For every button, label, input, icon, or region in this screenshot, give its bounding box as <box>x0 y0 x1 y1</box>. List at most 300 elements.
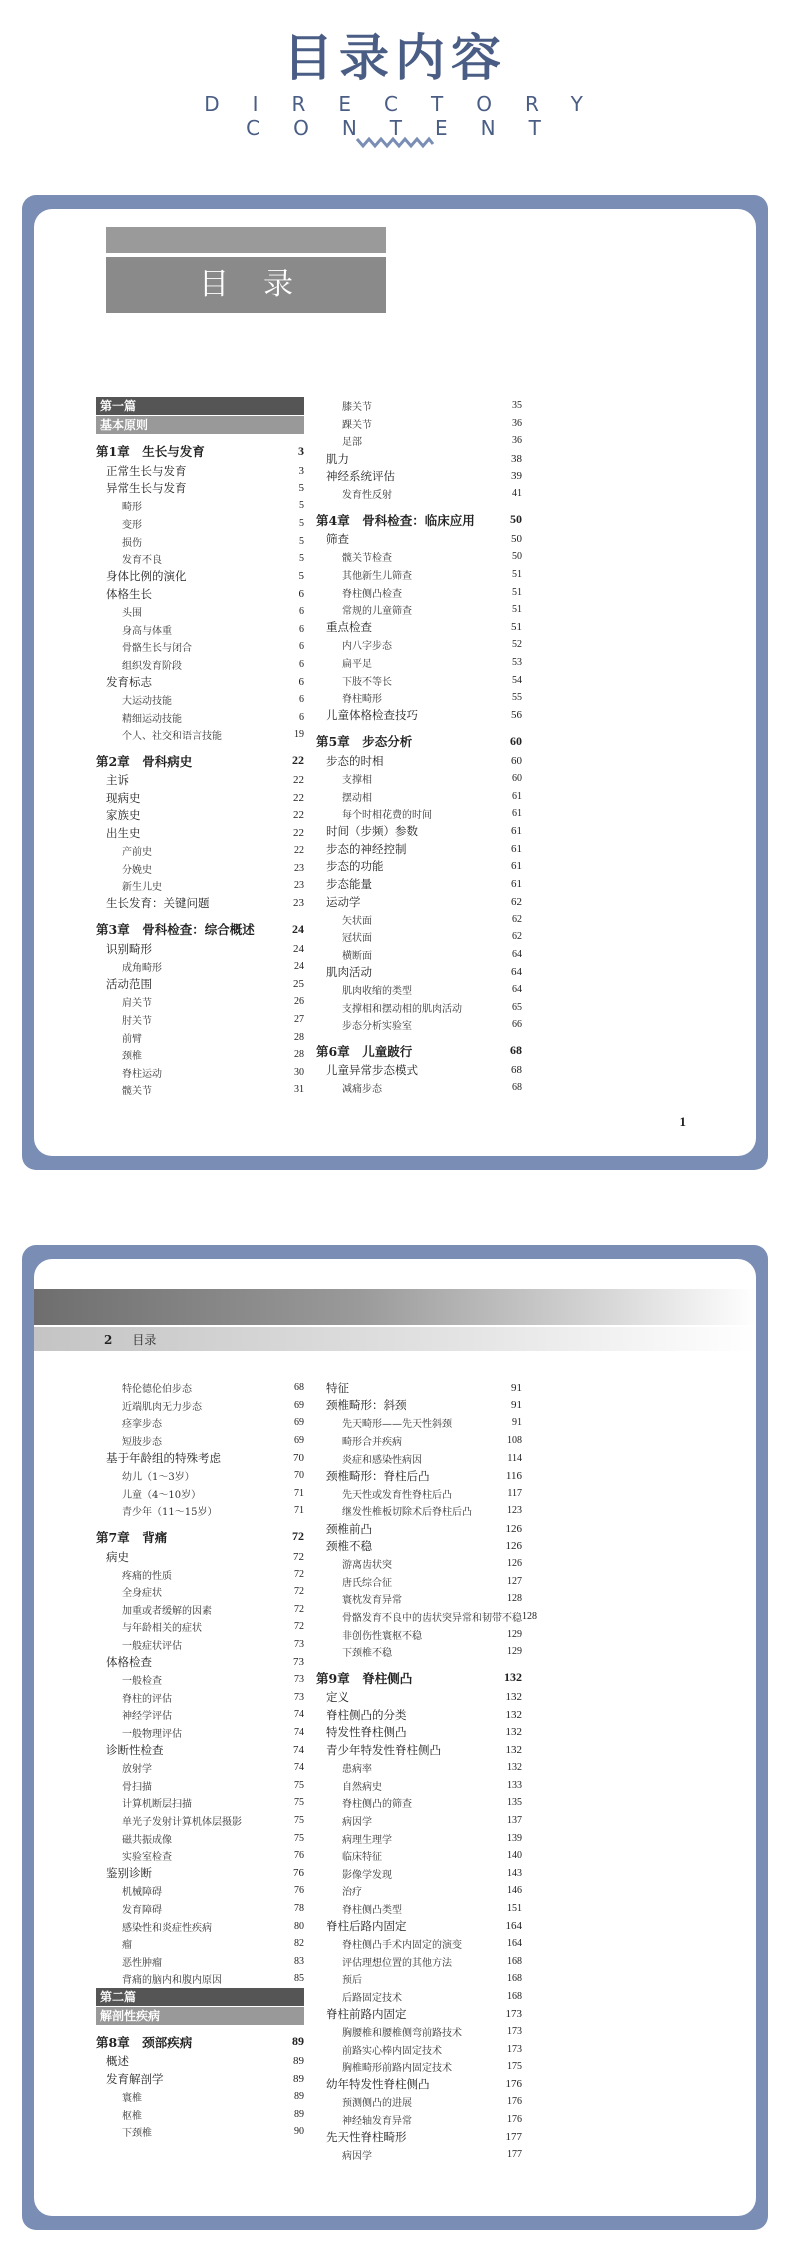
toc-entry[interactable] <box>316 601 522 619</box>
entry-page: 27 <box>294 1013 304 1025</box>
entry-page: 129 <box>507 1646 522 1658</box>
entry-title: 内八字步态 <box>342 641 392 653</box>
toc-entry[interactable] <box>316 946 522 964</box>
entry-page: 5 <box>299 553 304 565</box>
entry-title: 身高与体重 <box>122 625 172 637</box>
toc-entry[interactable] <box>96 842 304 860</box>
entry-page: 23 <box>293 897 304 910</box>
toc-entry[interactable] <box>96 789 304 807</box>
toc-entry[interactable] <box>316 2058 522 2076</box>
entry-title: 肌肉收缩的类型 <box>342 986 412 998</box>
entry-title: 运动学 <box>326 894 361 909</box>
entry-page: 19 <box>294 729 304 741</box>
entry-page: 22 <box>294 845 304 857</box>
toc-entry[interactable] <box>96 859 304 877</box>
toc-entry[interactable] <box>96 1379 304 1397</box>
toc-entry[interactable] <box>316 1776 522 1794</box>
entry-title: 治疗 <box>342 1887 362 1899</box>
entry-title: 儿童体格检查技巧 <box>326 708 418 723</box>
entry-title: 发育标志 <box>106 674 152 689</box>
entry-title: 儿童异常步态模式 <box>326 1063 418 1078</box>
entry-page: 72 <box>294 1568 304 1580</box>
toc-entry[interactable] <box>316 432 522 450</box>
toc-entry[interactable] <box>316 1706 522 1724</box>
entry-title: 胸腰椎和腰椎侧弯前路技术 <box>342 2028 462 2040</box>
entry-title: 实验室检查 <box>122 1852 172 1864</box>
entry-page: 168 <box>507 1973 522 1985</box>
entry-page: 64 <box>511 966 522 979</box>
toc-entry[interactable] <box>316 822 522 840</box>
toc-entry[interactable] <box>96 1776 304 1794</box>
toc-entry[interactable] <box>316 636 522 654</box>
entry-title: 预测侧凸的进展 <box>342 2098 412 2110</box>
entry-title: 继发性椎板切除术后脊柱后凸 <box>342 1507 472 1519</box>
entry-title: 颈椎不稳 <box>326 1539 372 1554</box>
toc-entry[interactable] <box>316 1016 522 1034</box>
toc-entry[interactable] <box>96 1636 304 1654</box>
entry-title: 异常生长与发育 <box>106 481 187 496</box>
toc-entry[interactable] <box>316 2005 522 2023</box>
toc-entry[interactable] <box>316 1573 522 1591</box>
entry-page: 126 <box>505 1522 522 1535</box>
entry-page: 73 <box>294 1674 304 1686</box>
toc-entry[interactable] <box>316 1485 522 1503</box>
toc-entry[interactable] <box>316 1608 537 1626</box>
entry-title: 下肢不等长 <box>342 676 392 688</box>
entry-title: 概述 <box>106 2054 129 2069</box>
entry-title: 体格检查 <box>106 1655 152 1670</box>
entry-title: 脊柱侧凸的筛查 <box>342 1799 412 1811</box>
toc-entry[interactable] <box>316 1917 522 1935</box>
toc-entry[interactable] <box>96 1081 304 1099</box>
entry-title: 支撑相和摆动相的肌肉活动 <box>342 1003 462 1015</box>
entry-page: 5 <box>299 500 304 512</box>
toc-entry[interactable] <box>316 548 522 566</box>
toc-entry[interactable] <box>316 875 522 893</box>
toc-entry[interactable] <box>96 1935 304 1953</box>
entry-title: 生长发育：关键问题 <box>106 896 210 911</box>
entry-title: 脊柱后路内固定 <box>326 1919 407 1934</box>
toc-entry[interactable] <box>316 1520 522 1538</box>
entry-title: 影像学发现 <box>342 1869 392 1881</box>
chapter-entry[interactable] <box>316 1040 522 1062</box>
entry-page: 5 <box>298 570 304 583</box>
toc-entry[interactable] <box>316 770 522 788</box>
toc-entry[interactable] <box>316 450 522 468</box>
toc-entry[interactable] <box>316 671 522 689</box>
entry-page: 168 <box>507 1990 522 2002</box>
toc-entry[interactable] <box>96 480 304 498</box>
entry-title: 痉挛步态 <box>122 1419 162 1431</box>
entry-page: 52 <box>512 639 522 651</box>
entry-page: 89 <box>294 2108 304 2120</box>
toc-entry[interactable] <box>96 958 304 976</box>
entry-title: 磁共振成像 <box>122 1834 172 1846</box>
toc-entry[interactable] <box>316 654 522 672</box>
toc-entry[interactable] <box>96 1689 304 1707</box>
entry-page: 75 <box>294 1779 304 1791</box>
toc-entry[interactable] <box>316 1590 522 1608</box>
toc-entry[interactable] <box>316 1555 522 1573</box>
toc-entry[interactable] <box>316 893 522 911</box>
entry-title: 颈椎 <box>122 1051 142 1063</box>
toc-entry[interactable] <box>316 619 522 637</box>
toc-entry[interactable] <box>96 2053 304 2071</box>
toc-entry[interactable] <box>316 1379 522 1397</box>
entry-page: 164 <box>505 1920 522 1933</box>
entry-page: 24 <box>292 921 304 936</box>
chapter-entry[interactable] <box>316 509 522 531</box>
toc-entry[interactable] <box>316 2023 522 2041</box>
entry-page: 61 <box>511 860 522 873</box>
entry-title: 畸形合并疾病 <box>342 1437 402 1449</box>
entry-page: 68 <box>511 1064 522 1077</box>
entry-title: 脊柱运动 <box>122 1068 162 1080</box>
toc-entry[interactable] <box>96 1485 304 1503</box>
toc-entry[interactable] <box>96 1882 304 1900</box>
entry-page: 61 <box>511 842 522 855</box>
toc-entry[interactable] <box>316 1988 522 2006</box>
entry-title: 时间（步频）参数 <box>326 824 418 839</box>
toc-entry[interactable] <box>316 928 522 946</box>
entry-title: 神经学评估 <box>122 1711 172 1723</box>
toc-entry[interactable] <box>96 1432 304 1450</box>
toc-entry[interactable] <box>96 1502 304 1520</box>
toc-entry[interactable] <box>96 1046 304 1064</box>
entry-page: 22 <box>293 809 304 822</box>
toc-entry[interactable] <box>96 993 304 1011</box>
toc-entry[interactable] <box>96 1601 304 1619</box>
entry-title: 主诉 <box>106 773 129 788</box>
entry-title: 第6章 儿童跛行 <box>316 1043 413 1059</box>
toc-entry[interactable] <box>316 1829 522 1847</box>
toc-entry[interactable] <box>96 772 304 790</box>
toc-entry[interactable] <box>96 1467 304 1485</box>
toc-entry[interactable] <box>96 1653 304 1671</box>
entry-page: 61 <box>511 878 522 891</box>
entry-page: 72 <box>294 1603 304 1615</box>
toc-entry[interactable] <box>316 1062 522 1080</box>
entry-page: 3 <box>298 464 304 477</box>
entry-page: 72 <box>293 1550 304 1563</box>
entry-page: 176 <box>505 2078 522 2091</box>
toc-entry[interactable] <box>316 707 522 725</box>
toc-entry[interactable] <box>316 1812 522 1830</box>
toc-entry[interactable] <box>96 515 304 533</box>
entry-page: 89 <box>294 2091 304 2103</box>
toc-entry[interactable] <box>96 975 304 993</box>
entry-page: 5 <box>298 482 304 495</box>
toc-entry[interactable] <box>96 2105 304 2123</box>
entry-page: 91 <box>511 1399 522 1412</box>
toc-entry[interactable] <box>96 1917 304 1935</box>
toc-entry[interactable] <box>316 910 522 928</box>
toc-entry[interactable] <box>96 1671 304 1689</box>
entry-page: 25 <box>293 978 304 991</box>
entry-page: 22 <box>293 774 304 787</box>
entry-page: 123 <box>507 1505 522 1517</box>
toc-entry[interactable] <box>316 840 522 858</box>
toc-entry[interactable] <box>96 568 304 586</box>
entry-page: 64 <box>512 984 522 996</box>
toc-entry[interactable] <box>96 807 304 825</box>
entry-title: 膝关节 <box>342 402 372 414</box>
toc-entry[interactable] <box>316 1759 522 1777</box>
toc-entry[interactable] <box>96 1449 304 1467</box>
toc-entry[interactable] <box>96 2123 304 2141</box>
toc-entry[interactable] <box>96 1829 304 1847</box>
toc-entry[interactable] <box>316 1432 522 1450</box>
entry-page: 72 <box>292 1529 304 1544</box>
toc-entry[interactable] <box>96 1583 304 1601</box>
entry-title: 患病率 <box>342 1764 372 1776</box>
toc-entry[interactable] <box>316 1724 522 1742</box>
entry-page: 6 <box>299 623 304 635</box>
entry-title: 筛查 <box>326 532 349 547</box>
chapter-entry[interactable] <box>96 1526 304 1548</box>
entry-title: 发育不良 <box>122 555 162 567</box>
entry-title: 炎症和感染性病因 <box>342 1454 422 1466</box>
toc-entry[interactable] <box>316 1502 522 1520</box>
toc-entry[interactable] <box>316 998 522 1016</box>
toc-entry[interactable] <box>96 1900 304 1918</box>
toc-entry[interactable] <box>316 1970 522 1988</box>
toc-heading-block <box>106 227 386 317</box>
entry-title: 减痛步态 <box>342 1084 382 1096</box>
chapter-entry[interactable] <box>96 440 304 462</box>
toc-entry[interactable] <box>96 673 304 691</box>
entry-page: 5 <box>299 518 304 530</box>
entry-page: 76 <box>294 1850 304 1862</box>
entry-page: 72 <box>294 1586 304 1598</box>
toc-entry[interactable] <box>96 726 304 744</box>
toc-entry[interactable] <box>316 858 522 876</box>
entry-page: 73 <box>294 1639 304 1651</box>
entry-title: 一般症状评估 <box>122 1641 182 1653</box>
toc-entry[interactable] <box>316 2146 522 2164</box>
toc-entry[interactable] <box>96 550 304 568</box>
toc-entry[interactable] <box>96 824 304 842</box>
toc-entry[interactable] <box>96 2088 304 2106</box>
entry-page: 75 <box>294 1797 304 1809</box>
entry-page: 68 <box>294 1382 304 1394</box>
toc-entry[interactable] <box>316 1397 522 1415</box>
toc-entry[interactable] <box>96 1397 304 1415</box>
chapter-entry[interactable] <box>96 918 304 940</box>
toc-entry[interactable] <box>316 415 522 433</box>
entry-page: 62 <box>511 895 522 908</box>
entry-page: 6 <box>299 641 304 653</box>
toc-right-column <box>316 397 522 1097</box>
chapter-entry[interactable] <box>96 750 304 772</box>
toc-entry[interactable] <box>96 1414 304 1432</box>
toc-entry[interactable] <box>316 1079 522 1097</box>
entry-title: 出生史 <box>106 826 141 841</box>
toc-entry[interactable] <box>316 805 522 823</box>
toc-entry[interactable] <box>96 1759 304 1777</box>
entry-title: 病因学 <box>342 1816 372 1828</box>
toc-entry[interactable] <box>96 2070 304 2088</box>
entry-title: 肌肉活动 <box>326 965 372 980</box>
toc-left-column <box>96 397 304 1099</box>
entry-page: 38 <box>511 452 522 465</box>
toc-entry[interactable] <box>96 532 304 550</box>
toc-entry[interactable] <box>96 1864 304 1882</box>
toc-entry[interactable] <box>316 1537 522 1555</box>
entry-page: 74 <box>294 1709 304 1721</box>
toc-entry[interactable] <box>316 467 522 485</box>
entry-title: 评估理想位置的其他方法 <box>342 1957 452 1969</box>
toc-entry[interactable] <box>96 1618 304 1636</box>
toc-entry[interactable] <box>316 531 522 549</box>
entry-page: 89 <box>293 2072 304 2085</box>
toc-entry[interactable] <box>96 603 304 621</box>
entry-title: 个人、社交和语言技能 <box>122 731 222 743</box>
entry-page: 91 <box>512 1417 522 1429</box>
toc-entry[interactable] <box>316 583 522 601</box>
toc-entry[interactable] <box>316 1414 522 1432</box>
entry-title: 骨扫描 <box>122 1781 152 1793</box>
entry-title: 分娩史 <box>122 864 152 876</box>
toc-entry[interactable] <box>316 1794 522 1812</box>
toc-entry[interactable] <box>96 877 304 895</box>
entry-page: 69 <box>294 1417 304 1429</box>
entry-title: 放射学 <box>122 1764 152 1776</box>
entry-title: 前路实心棒内固定技术 <box>342 2045 442 2057</box>
toc-entry[interactable] <box>316 397 522 415</box>
entry-page: 137 <box>507 1814 522 1826</box>
toc-entry[interactable] <box>96 585 304 603</box>
toc-entry[interactable] <box>96 1548 304 1566</box>
entry-page: 143 <box>507 1867 522 1879</box>
toc-entry[interactable] <box>316 1900 522 1918</box>
toc-entry[interactable] <box>316 2128 522 2146</box>
toc-entry[interactable] <box>96 940 304 958</box>
entry-page: 132 <box>504 1670 522 1684</box>
entry-title: 诊断性检查 <box>106 1743 164 1758</box>
toc-entry[interactable] <box>316 1467 522 1485</box>
chapter-entry[interactable] <box>316 1667 522 1689</box>
entry-title: 骨骼发育不良中的齿状突异常和韧带不稳 <box>342 1613 522 1625</box>
entry-title: 先天性或发育性脊柱后凸 <box>342 1489 452 1501</box>
toc-entry[interactable] <box>96 1741 304 1759</box>
entry-page: 60 <box>511 754 522 767</box>
entry-title: 脊柱的评估 <box>122 1693 172 1705</box>
toc-entry[interactable] <box>316 2093 522 2111</box>
running-head-page-number: 2 <box>104 1333 113 1347</box>
toc-entry[interactable] <box>96 691 304 709</box>
toc-entry[interactable] <box>96 1847 304 1865</box>
entry-page: 61 <box>511 825 522 838</box>
toc-entry[interactable] <box>316 1935 522 1953</box>
toc-entry[interactable] <box>316 1449 522 1467</box>
entry-page: 132 <box>505 1744 522 1757</box>
toc-entry[interactable] <box>96 620 304 638</box>
toc-entry[interactable] <box>96 1011 304 1029</box>
entry-page: 51 <box>511 621 522 634</box>
entry-title: 寰枕发育异常 <box>342 1595 402 1607</box>
chapter-entry[interactable] <box>316 730 522 752</box>
toc-entry[interactable] <box>316 566 522 584</box>
entry-page: 132 <box>507 1762 522 1774</box>
toc-entry[interactable] <box>96 895 304 913</box>
entry-title: 摆动相 <box>342 792 372 804</box>
toc-entry[interactable] <box>316 485 522 503</box>
entry-title: 非创伤性寰枢不稳 <box>342 1630 422 1642</box>
entry-page: 55 <box>512 692 522 704</box>
toc-entry[interactable] <box>316 1952 522 1970</box>
toc-entry[interactable] <box>96 708 304 726</box>
entry-page: 78 <box>294 1902 304 1914</box>
entry-title: 步态分析实验室 <box>342 1021 412 1033</box>
toc-entry[interactable] <box>316 787 522 805</box>
entry-title: 颈椎畸形：脊柱后凸 <box>326 1468 430 1483</box>
entry-page: 61 <box>512 808 522 820</box>
entry-title: 恶性肿瘤 <box>122 1957 162 1969</box>
toc-entry[interactable] <box>316 2076 522 2094</box>
toc-entry[interactable] <box>96 1063 304 1081</box>
entry-title: 发育障碍 <box>122 1904 162 1916</box>
toc-entry[interactable] <box>316 1741 522 1759</box>
part-number: 第一篇 <box>96 397 304 415</box>
toc-entry[interactable] <box>96 638 304 656</box>
entry-page: 62 <box>512 913 522 925</box>
entry-title: 胸椎畸形前路内固定技术 <box>342 2063 452 2075</box>
toc-entry[interactable] <box>316 1864 522 1882</box>
part-number: 第二篇 <box>96 1988 304 2006</box>
toc-entry[interactable] <box>316 1847 522 1865</box>
toc-entry[interactable] <box>316 752 522 770</box>
toc-entry[interactable] <box>96 1565 304 1583</box>
toc-entry[interactable] <box>316 2111 522 2129</box>
toc-entry[interactable] <box>96 1794 304 1812</box>
entry-page: 85 <box>294 1973 304 1985</box>
entry-page: 73 <box>293 1656 304 1669</box>
toc-entry[interactable] <box>96 462 304 480</box>
toc-entry[interactable] <box>96 1724 304 1742</box>
toc-entry[interactable] <box>96 1812 304 1830</box>
entry-page: 23 <box>294 862 304 874</box>
toc-entry[interactable] <box>316 689 522 707</box>
entry-page: 69 <box>294 1399 304 1411</box>
entry-title: 神经轴发育异常 <box>342 2116 412 2128</box>
chapter-entry[interactable] <box>96 2031 304 2053</box>
toc-heading: 目录 <box>106 257 386 313</box>
toc-entry[interactable] <box>96 497 304 515</box>
entry-title: 第7章 背痛 <box>96 1529 168 1545</box>
toc-entry[interactable] <box>316 1689 522 1707</box>
part-heading <box>96 397 304 434</box>
toc-entry[interactable] <box>96 656 304 674</box>
toc-entry[interactable] <box>316 963 522 981</box>
toc-entry[interactable] <box>96 1952 304 1970</box>
toc-entry[interactable] <box>96 1706 304 1724</box>
toc-entry[interactable] <box>316 1625 522 1643</box>
entry-page: 61 <box>512 790 522 802</box>
toc-entry[interactable] <box>316 1643 522 1661</box>
toc-entry[interactable] <box>96 1028 304 1046</box>
entry-page: 6 <box>299 711 304 723</box>
entry-title: 机械障碍 <box>122 1887 162 1899</box>
toc-entry[interactable] <box>316 981 522 999</box>
entry-page: 74 <box>294 1726 304 1738</box>
toc-entry[interactable] <box>316 1882 522 1900</box>
toc-entry[interactable] <box>96 1970 304 1988</box>
entry-title: 成角畸形 <box>122 963 162 975</box>
toc-entry[interactable] <box>316 2040 522 2058</box>
entry-page: 114 <box>507 1452 522 1464</box>
entry-title: 第8章 颈部疾病 <box>96 2034 193 2050</box>
